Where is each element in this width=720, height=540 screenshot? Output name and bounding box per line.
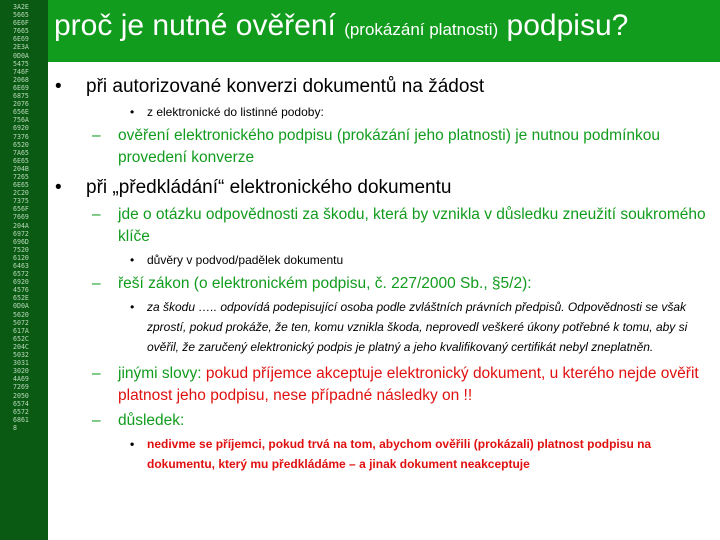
hex-code: 5665 bbox=[13, 11, 29, 20]
slide-title bbox=[54, 6, 628, 50]
hex-code: 204C bbox=[13, 342, 29, 351]
hex-code: 2068 bbox=[13, 75, 29, 84]
hex-code: 6861 bbox=[13, 415, 29, 424]
hex-code: 6120 bbox=[13, 253, 29, 262]
hex-code: 6520 bbox=[13, 140, 29, 149]
dash-consequence: – důsledek: bbox=[55, 410, 715, 432]
hex-column bbox=[0, 0, 48, 540]
title-bar bbox=[48, 0, 720, 62]
hex-code: 4576 bbox=[13, 286, 29, 295]
hex-code: 7665 bbox=[13, 27, 29, 36]
subbullet-law-quote: • za škodu ….. odpovídá podepisující osoba podle zvláštních právních předpisů. Odpovědnosti se však zprostí, pokud prokáže, že ten, komu vznikla škoda, neprovedl veškeré úkony potřebné k tomu, aby si ověřil, že zaručený elektronický podpis je platný a jeho kvalifikovaný certifikát nebyl zneplatněn. bbox=[55, 297, 715, 357]
hex-code: 5032 bbox=[13, 351, 29, 360]
subbullet-trust: • důvěry v podvod/padělek dokumentu bbox=[55, 250, 715, 270]
hex-code: 2C20 bbox=[13, 189, 29, 198]
hex-code: 6574 bbox=[13, 399, 29, 408]
bullet-conversion: • při autorizované konverzi dokumentů na žádost bbox=[55, 74, 715, 100]
hex-code: 7265 bbox=[13, 172, 29, 181]
hex-code: 2E3A bbox=[13, 43, 29, 52]
hex-code: 7520 bbox=[13, 245, 29, 254]
hex-code: 6E65 bbox=[13, 181, 29, 190]
hex-code: 3020 bbox=[13, 367, 29, 376]
slide-content bbox=[55, 72, 715, 474]
subbullet-conversion-direction: • z elektronické do listinné podoby: bbox=[55, 102, 715, 122]
hex-code: 7269 bbox=[13, 383, 29, 392]
hex-code: 617A bbox=[13, 326, 29, 335]
hex-code: 0D0A bbox=[13, 302, 29, 311]
title-parenthetical: (prokázání platnosti) bbox=[344, 20, 499, 39]
hex-code: 2076 bbox=[13, 100, 29, 109]
hex-code: 6E69 bbox=[13, 83, 29, 92]
hex-code: 656E bbox=[13, 108, 29, 117]
hex-code: 6920 bbox=[13, 278, 29, 287]
hex-code: 3A2E bbox=[13, 3, 29, 11]
hex-code: 0D0A bbox=[13, 51, 29, 60]
hex-code: 6875 bbox=[13, 92, 29, 101]
hex-code: 6920 bbox=[13, 124, 29, 133]
hex-code: 7669 bbox=[13, 213, 29, 222]
bullet-submission: • při „předkládání“ elektronického dokumentu bbox=[55, 175, 715, 201]
hex-code: 652E bbox=[13, 294, 29, 303]
dash-verification-condition: – ověření elektronického podpisu (prokázání jeho platnosti) je nutnou podmínkou provedení konverze bbox=[55, 125, 715, 169]
title-main: proč je nutné ověření bbox=[54, 9, 345, 42]
hex-code: 6972 bbox=[13, 229, 29, 238]
hex-code: 5475 bbox=[13, 59, 29, 68]
title-end: podpisu? bbox=[498, 9, 629, 42]
in-other-words-label: jinými slovy: bbox=[118, 365, 206, 382]
hex-code: 696D bbox=[13, 237, 29, 246]
hex-code: 746F bbox=[13, 67, 29, 76]
dash-in-other-words bbox=[55, 363, 715, 407]
hex-code: 756A bbox=[13, 116, 29, 125]
hex-code: 8 bbox=[13, 423, 17, 432]
hex-code: 5620 bbox=[13, 310, 29, 319]
hex-code: 656F bbox=[13, 205, 29, 214]
dash-liability: – jde o otázku odpovědnosti za škodu, která by vznikla v důsledku zneužití soukromého klíče bbox=[55, 204, 715, 248]
hex-code: 204A bbox=[13, 221, 29, 230]
hex-code: 7A65 bbox=[13, 148, 29, 157]
hex-code: 7375 bbox=[13, 197, 29, 206]
hex-code: 4A69 bbox=[13, 375, 29, 384]
subbullet-consequence: • nedivme se příjemci, pokud trvá na tom, abychom ověřili (prokázali) platnost podpisu na dokumentu, který mu předkládáme – a jinak dokument neakceptuje bbox=[55, 434, 715, 474]
hex-code: 2050 bbox=[13, 391, 29, 400]
hex-code: 7376 bbox=[13, 132, 29, 141]
in-other-words-text: pokud příjemce akceptuje elektronický dokument, u kterého nejde ověřit platnost jeho podpisu, nese případné následky on !! bbox=[118, 365, 699, 404]
hex-code: 6E65 bbox=[13, 156, 29, 165]
hex-code: 6572 bbox=[13, 270, 29, 279]
dash-law: – řeší zákon (o elektronickém podpisu, č. 227/2000 Sb., §5/2): bbox=[55, 273, 715, 295]
hex-code: 204B bbox=[13, 164, 29, 173]
hex-code: 6572 bbox=[13, 407, 29, 416]
hex-code: 6463 bbox=[13, 262, 29, 270]
hex-code: 6E6F bbox=[13, 19, 29, 28]
hex-code: 652C bbox=[13, 334, 29, 343]
hex-code: 6E69 bbox=[13, 35, 29, 44]
hex-code: 5072 bbox=[13, 318, 29, 327]
hex-code: 3031 bbox=[13, 359, 29, 368]
